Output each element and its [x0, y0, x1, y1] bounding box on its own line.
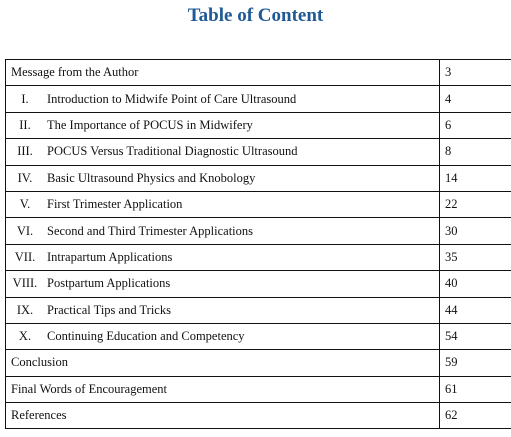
toc-row-chapter-8: [6, 271, 511, 297]
toc-entry-label: Practical Tips and Tricks: [47, 302, 171, 317]
toc-page-number: 6: [440, 112, 511, 138]
toc-page-number: 54: [440, 323, 511, 349]
toc-page-number: 4: [440, 86, 511, 112]
page-title: Table of Content: [187, 5, 324, 26]
toc-chapter-numeral: I.: [21, 91, 29, 106]
toc-entry-label: First Trimester Application: [47, 197, 183, 212]
toc-chapter-numeral: IX.: [16, 302, 34, 317]
toc-row-chapter-6: [6, 218, 511, 244]
toc-chapter-numeral: V.: [19, 197, 31, 212]
toc-page-number: 14: [440, 165, 511, 191]
toc-row-chapter-4: [6, 165, 511, 191]
toc-page-number: 40: [440, 271, 511, 297]
toc-page-number: 62: [440, 403, 511, 429]
toc-chapter-numeral: X.: [18, 329, 32, 344]
toc-entry-label: References: [11, 408, 67, 423]
toc-row-chapter-10: [6, 323, 511, 349]
toc-chapter-numeral: VI.: [16, 223, 34, 238]
toc-row-chapter-7: [6, 244, 511, 270]
toc-row-message-from-author: [6, 60, 511, 86]
toc-entry-label: Message from the Author: [11, 65, 139, 80]
toc-page-number: 59: [440, 350, 511, 376]
toc-row-final-words: [6, 376, 511, 402]
toc-page-number: 61: [440, 376, 511, 402]
toc-row-chapter-1: [6, 86, 511, 112]
toc-chapter-numeral: II.: [19, 117, 31, 132]
toc-entry-label: Intrapartum Applications: [47, 249, 173, 264]
toc-entry-label: Basic Ultrasound Physics and Knobology: [47, 170, 256, 185]
toc-row-chapter-9: [6, 297, 511, 323]
toc-entry-label: Second and Third Trimester Applications: [47, 223, 254, 238]
toc-page-number: 35: [440, 244, 511, 270]
toc-entry-label: Conclusion: [11, 355, 68, 370]
toc-chapter-numeral: VII.: [14, 249, 36, 264]
toc-page-number: 30: [440, 218, 511, 244]
toc-page-number: 3: [440, 60, 511, 86]
toc-page-number: 22: [440, 191, 511, 217]
toc-entry-label: Introduction to Midwife Point of Care Ultrasound: [47, 91, 297, 106]
toc-entry-label: The Importance of POCUS in Midwifery: [47, 117, 253, 132]
toc-page-number: 44: [440, 297, 511, 323]
toc-chapter-numeral: IV.: [17, 170, 33, 185]
toc-entry-label: Final Words of Encouragement: [11, 381, 168, 396]
toc-entry-label: Continuing Education and Competency: [47, 329, 245, 344]
toc-row-chapter-3: [6, 139, 511, 165]
toc-row-conclusion: [6, 350, 511, 376]
toc-row-chapter-2: [6, 112, 511, 138]
toc-entry-label: Postpartum Applications: [47, 276, 171, 291]
toc-chapter-numeral: III.: [17, 144, 33, 159]
toc-row-chapter-5: [6, 191, 511, 217]
table-of-contents: [5, 59, 511, 429]
toc-chapter-numeral: VIII.: [12, 276, 38, 291]
toc-row-references: [6, 403, 511, 429]
toc-page-number: 8: [440, 139, 511, 165]
toc-entry-label: POCUS Versus Traditional Diagnostic Ultrasound: [47, 144, 298, 159]
